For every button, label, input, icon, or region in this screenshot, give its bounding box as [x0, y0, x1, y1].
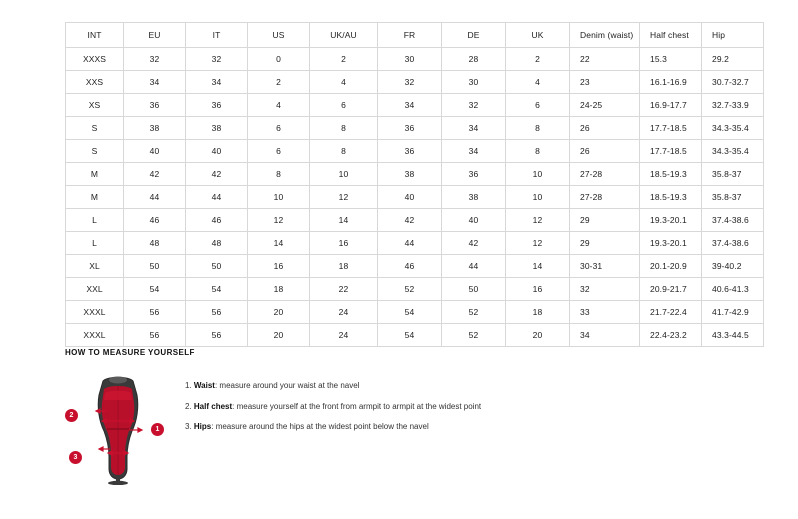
table-cell: 20 [248, 324, 310, 347]
table-cell: 8 [310, 140, 378, 163]
table-cell: 52 [378, 278, 442, 301]
table-row [66, 186, 764, 209]
measure-step-1 [185, 381, 481, 391]
table-body [66, 48, 764, 347]
mannequin-figure [65, 367, 175, 487]
table-cell: 30-31 [570, 255, 640, 278]
table-cell: 10 [506, 186, 570, 209]
table-cell: 18.5-19.3 [640, 186, 702, 209]
table-cell: 22 [310, 278, 378, 301]
table-cell: 4 [506, 71, 570, 94]
table-row [66, 140, 764, 163]
table-cell: 42 [378, 209, 442, 232]
table-cell: 6 [248, 140, 310, 163]
table-cell: 0 [248, 48, 310, 71]
table-cell: 40 [124, 140, 186, 163]
table-cell: S [66, 117, 124, 140]
table-cell: 46 [378, 255, 442, 278]
table-cell: 32 [124, 48, 186, 71]
table-header-cell: Denim (waist) [570, 23, 640, 48]
table-cell: 50 [124, 255, 186, 278]
table-header-cell: IT [186, 23, 248, 48]
table-row [66, 324, 764, 347]
table-cell: 54 [124, 278, 186, 301]
table-cell: 28 [442, 48, 506, 71]
table-cell: 12 [310, 186, 378, 209]
table-cell: 12 [506, 232, 570, 255]
measure-step-2-text: : measure yourself at the front from armpit to armpit at the widest point [232, 401, 482, 411]
table-cell: 34.3-35.4 [702, 140, 764, 163]
table-cell: 20 [248, 301, 310, 324]
table-header-cell: UK/AU [310, 23, 378, 48]
table-cell: 2 [506, 48, 570, 71]
table-cell: XXXL [66, 324, 124, 347]
table-row [66, 255, 764, 278]
table-cell: 20 [506, 324, 570, 347]
table-cell: 6 [248, 117, 310, 140]
how-to-measure-title: HOW TO MEASURE YOURSELF [65, 348, 195, 357]
table-cell: 17.7-18.5 [640, 140, 702, 163]
table-cell: 12 [506, 209, 570, 232]
table-cell: 40 [378, 186, 442, 209]
table-cell: 22.4-23.2 [640, 324, 702, 347]
size-chart-table [65, 22, 764, 347]
table-cell: 30.7-32.7 [702, 71, 764, 94]
table-cell: M [66, 186, 124, 209]
table-cell: XXXS [66, 48, 124, 71]
measure-badge-1: 1 [151, 423, 164, 436]
table-cell: 37.4-38.6 [702, 209, 764, 232]
measure-step-3-term: Hips [193, 422, 212, 432]
table-cell: 56 [124, 324, 186, 347]
table-header-cell: DE [442, 23, 506, 48]
table-cell: 24-25 [570, 94, 640, 117]
table-cell: 56 [124, 301, 186, 324]
table-cell: 46 [124, 209, 186, 232]
measure-step-1-term: Waist [193, 381, 215, 390]
table-cell: 6 [310, 94, 378, 117]
measure-step-2 [185, 402, 481, 412]
table-cell: 16.1-16.9 [640, 71, 702, 94]
table-cell: 40.6-41.3 [702, 278, 764, 301]
table-cell: 42 [186, 163, 248, 186]
table-cell: 14 [506, 255, 570, 278]
table-cell: 32 [570, 278, 640, 301]
table-cell: XS [66, 94, 124, 117]
table-cell: 10 [310, 163, 378, 186]
size-chart-table-container [65, 22, 749, 347]
how-to-measure-section [65, 348, 765, 487]
table-cell: 56 [186, 324, 248, 347]
table-cell: 15.3 [640, 48, 702, 71]
table-cell: 54 [378, 301, 442, 324]
table-cell: 2 [248, 71, 310, 94]
table-cell: 20.1-20.9 [640, 255, 702, 278]
table-cell: 6 [506, 94, 570, 117]
table-cell: 18.5-19.3 [640, 163, 702, 186]
table-cell: 30 [378, 48, 442, 71]
table-cell: 36 [442, 163, 506, 186]
measure-step-1-text: : measure around your waist at the navel [214, 381, 360, 390]
measure-step-3 [185, 422, 481, 432]
table-cell: 54 [378, 324, 442, 347]
table-cell: S [66, 140, 124, 163]
table-cell: 40 [442, 209, 506, 232]
table-row [66, 301, 764, 324]
table-cell: 44 [186, 186, 248, 209]
table-cell: 24 [310, 324, 378, 347]
table-cell: 14 [248, 232, 310, 255]
table-cell: 38 [442, 186, 506, 209]
table-cell: XXXL [66, 301, 124, 324]
table-cell: 30 [442, 71, 506, 94]
table-cell: 42 [124, 163, 186, 186]
table-row [66, 71, 764, 94]
table-cell: 22 [570, 48, 640, 71]
table-cell: 34 [442, 140, 506, 163]
table-cell: 21.7-22.4 [640, 301, 702, 324]
table-cell: 52 [442, 324, 506, 347]
table-cell: 52 [442, 301, 506, 324]
table-cell: 46 [186, 209, 248, 232]
table-row [66, 278, 764, 301]
table-cell: 27-28 [570, 163, 640, 186]
table-cell: 32 [378, 71, 442, 94]
table-cell: 12 [248, 209, 310, 232]
table-cell: 4 [248, 94, 310, 117]
table-cell: 36 [124, 94, 186, 117]
table-cell: 34 [378, 94, 442, 117]
table-cell: 2 [310, 48, 378, 71]
table-cell: 24 [310, 301, 378, 324]
measure-step-3-number: 3. [185, 422, 192, 432]
measure-step-2-term: Half chest [193, 401, 233, 411]
how-to-measure-body [65, 367, 765, 487]
table-row [66, 163, 764, 186]
table-cell: 38 [124, 117, 186, 140]
table-cell: 10 [248, 186, 310, 209]
table-cell: 8 [506, 140, 570, 163]
table-cell: 29 [570, 232, 640, 255]
table-cell: 32 [442, 94, 506, 117]
table-cell: 35.8-37 [702, 163, 764, 186]
table-cell: 48 [186, 232, 248, 255]
table-cell: 44 [124, 186, 186, 209]
table-cell: 8 [248, 163, 310, 186]
table-cell: 29.2 [702, 48, 764, 71]
table-cell: 29 [570, 209, 640, 232]
table-header-row [66, 23, 764, 48]
table-cell: 4 [310, 71, 378, 94]
table-cell: 32.7-33.9 [702, 94, 764, 117]
table-cell: 39-40.2 [702, 255, 764, 278]
table-header-cell: UK [506, 23, 570, 48]
table-cell: 18 [506, 301, 570, 324]
table-cell: 37.4-38.6 [702, 232, 764, 255]
table-cell: M [66, 163, 124, 186]
table-header-cell: EU [124, 23, 186, 48]
measure-badge-3: 3 [69, 451, 82, 464]
measure-step-3-text: : measure around the hips at the widest point below the navel [211, 422, 429, 432]
table-cell: 38 [378, 163, 442, 186]
table-cell: 18 [310, 255, 378, 278]
table-cell: 34 [442, 117, 506, 140]
table-cell: 18 [248, 278, 310, 301]
table-cell: 20.9-21.7 [640, 278, 702, 301]
table-row [66, 94, 764, 117]
table-row [66, 117, 764, 140]
table-cell: 8 [506, 117, 570, 140]
table-cell: 44 [378, 232, 442, 255]
table-cell: 56 [186, 301, 248, 324]
table-cell: 26 [570, 140, 640, 163]
table-header-cell: US [248, 23, 310, 48]
table-header-cell: Half chest [640, 23, 702, 48]
table-cell: 17.7-18.5 [640, 117, 702, 140]
table-cell: XL [66, 255, 124, 278]
table-cell: 40 [186, 140, 248, 163]
mannequin-illustration [85, 373, 151, 485]
table-header-cell: Hip [702, 23, 764, 48]
table-cell: 35.8-37 [702, 186, 764, 209]
table-cell: 36 [378, 117, 442, 140]
table-row [66, 232, 764, 255]
table-header-cell: FR [378, 23, 442, 48]
table-cell: 26 [570, 117, 640, 140]
measure-badge-2: 2 [65, 409, 78, 422]
table-cell: 50 [442, 278, 506, 301]
table-cell: 41.7-42.9 [702, 301, 764, 324]
table-cell: 16.9-17.7 [640, 94, 702, 117]
table-cell: 16 [506, 278, 570, 301]
table-cell: 36 [378, 140, 442, 163]
table-row [66, 48, 764, 71]
table-cell: 16 [310, 232, 378, 255]
measure-steps-list [175, 367, 481, 443]
table-row [66, 209, 764, 232]
table-cell: 54 [186, 278, 248, 301]
table-cell: 34.3-35.4 [702, 117, 764, 140]
table-cell: 48 [124, 232, 186, 255]
table-header-cell: INT [66, 23, 124, 48]
table-cell: 32 [186, 48, 248, 71]
measure-step-2-number: 2. [185, 401, 192, 411]
table-cell: 10 [506, 163, 570, 186]
table-cell: 34 [570, 324, 640, 347]
table-cell: XXS [66, 71, 124, 94]
table-cell: 16 [248, 255, 310, 278]
table-cell: L [66, 232, 124, 255]
table-cell: 8 [310, 117, 378, 140]
table-cell: 34 [186, 71, 248, 94]
table-cell: XXL [66, 278, 124, 301]
table-cell: 14 [310, 209, 378, 232]
table-cell: 42 [442, 232, 506, 255]
table-cell: 44 [442, 255, 506, 278]
measure-step-1-number: 1. [185, 381, 192, 390]
table-cell: L [66, 209, 124, 232]
table-cell: 36 [186, 94, 248, 117]
table-cell: 34 [124, 71, 186, 94]
table-cell: 19.3-20.1 [640, 209, 702, 232]
table-cell: 38 [186, 117, 248, 140]
table-cell: 23 [570, 71, 640, 94]
table-cell: 19.3-20.1 [640, 232, 702, 255]
table-cell: 43.3-44.5 [702, 324, 764, 347]
table-cell: 27-28 [570, 186, 640, 209]
table-cell: 33 [570, 301, 640, 324]
table-cell: 50 [186, 255, 248, 278]
